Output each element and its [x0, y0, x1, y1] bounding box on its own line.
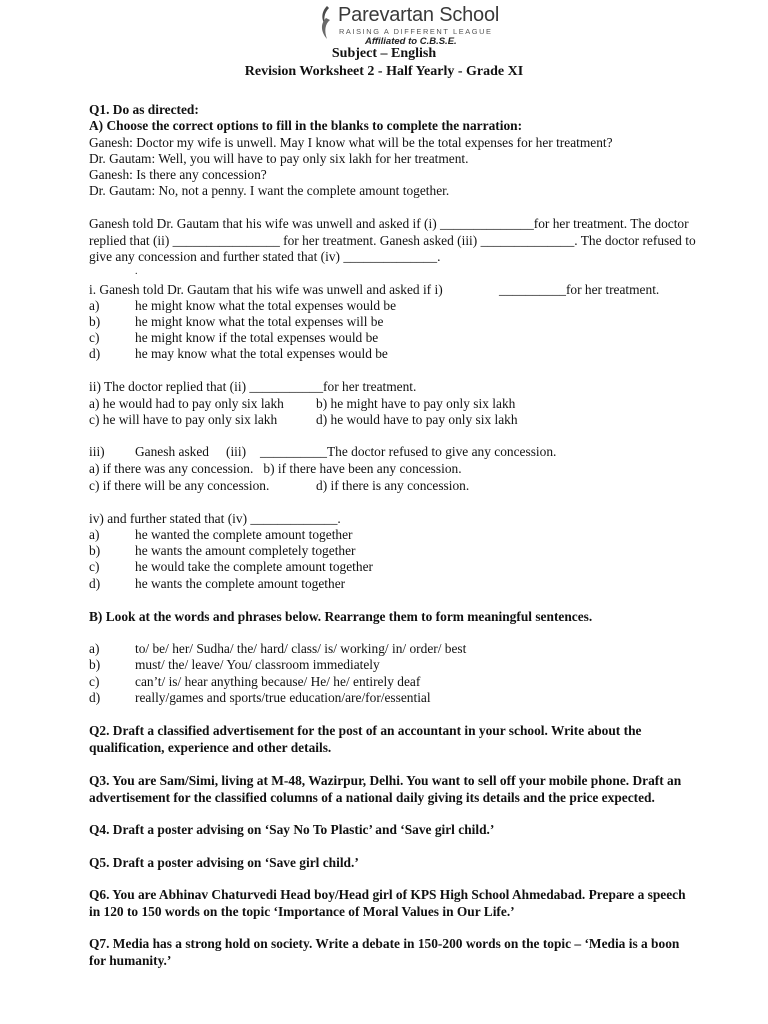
q2-text: qualification, experience and other details.: [89, 740, 332, 755]
dialogue-line: Ganesh: Doctor my wife is unwell. May I know what will be the total expenses for her treatment?: [89, 135, 613, 150]
sub-question-4: iv) and further stated that (iv) _____________.: [89, 511, 341, 526]
item-letter: c): [89, 674, 100, 689]
option-text: he might know if the total expenses would be: [135, 330, 379, 345]
option: [89, 298, 396, 314]
rearrange-item: [89, 641, 466, 657]
school-tagline: RAISING A DIFFERENT LEAGUE: [339, 27, 493, 36]
sub-question-1-blank: __________for her treatment.: [499, 282, 660, 297]
rearrange-item: [89, 674, 420, 690]
dialogue-line: Dr. Gautam: Well, you will have to pay only six lakh for her treatment.: [89, 151, 469, 166]
option-text: he wants the complete amount together: [135, 576, 346, 591]
q5-text: Q5. Draft a poster advising on ‘Save girl child.’: [89, 855, 359, 870]
option: b) he might have to pay only six lakh: [316, 396, 516, 411]
option-text: he wants the amount completely together: [135, 543, 356, 558]
option: [89, 314, 383, 330]
item-text: must/ the/ leave/ You/ classroom immediately: [135, 657, 380, 672]
q1-part-a-heading: A) Choose the correct options to fill in the blanks to complete the narration:: [89, 118, 523, 133]
sub-question-3-num2: (iii): [226, 444, 247, 459]
option: [89, 346, 388, 362]
option: [89, 576, 345, 592]
item-text: can’t/ is/ hear anything because/ He/ he/ entirely deaf: [135, 674, 421, 689]
option: d) he would have to pay only six lakh: [316, 412, 518, 427]
q1-part-b-heading: B) Look at the words and phrases below. Rearrange them to form meaningful sentences.: [89, 609, 593, 624]
item-letter: d): [89, 690, 101, 705]
option-text: he would take the complete amount together: [135, 559, 373, 574]
option: [89, 559, 373, 575]
option-letter: b): [89, 314, 101, 329]
option: c) he will have to pay only six lakh: [89, 412, 278, 427]
dialogue-line: Ganesh: Is there any concession?: [89, 167, 267, 182]
q7-text: for humanity.’: [89, 953, 172, 968]
rearrange-item: [89, 657, 380, 673]
option-text: he might know what the total expenses would be: [135, 298, 397, 313]
option-text: he wanted the complete amount together: [135, 527, 353, 542]
option-letter: d): [89, 346, 101, 361]
option-text: he may know what the total expenses would be: [135, 346, 388, 361]
sub-question-3-blank: __________The doctor refused to give any concession.: [260, 444, 557, 459]
sub-question-2: ii) The doctor replied that (ii) ___________for her treatment.: [89, 379, 417, 394]
q6-text: Q6. You are Abhinav Chaturvedi Head boy/Head girl of KPS High School Ahmedabad. Prepare a speech: [89, 887, 686, 902]
q7-text: Q7. Media has a strong hold on society. Write a debate in 150-200 words on the topic – ‘Media is a boon: [89, 936, 680, 951]
worksheet-title: Revision Worksheet 2 - Half Yearly - Grade XI: [244, 64, 524, 79]
narration-line: give any concession and further stated that (iv) ______________.: [89, 249, 441, 264]
option: c) if there will be any concession.: [89, 478, 270, 493]
subject-title: Subject – English: [331, 46, 437, 61]
narration-line: replied that (ii) ________________ for her treatment. Ganesh asked (iii) ______________. The doctor refused to: [89, 233, 696, 248]
rearrange-item: [89, 690, 431, 706]
item-text: to/ be/ her/ Sudha/ the/ hard/ class/ is/ working/ in/ order/ best: [135, 641, 467, 656]
sub-question-3-num: iii): [89, 444, 105, 459]
option-letter: d): [89, 576, 101, 591]
option-letter: a): [89, 298, 100, 313]
item-letter: b): [89, 657, 101, 672]
dialogue-line: Dr. Gautam: No, not a penny. I want the complete amount together.: [89, 183, 450, 198]
sub-question-3-text: Ganesh asked: [135, 444, 209, 459]
option: d) if there is any concession.: [316, 478, 470, 493]
option-text: he might know what the total expenses will be: [135, 314, 384, 329]
option-letter: c): [89, 330, 100, 345]
stray-dot: .: [135, 266, 138, 277]
option: [89, 527, 353, 543]
q3-text: advertisement for the classified columns of a national daily giving its details and the price expected.: [89, 790, 655, 805]
narration-line: Ganesh told Dr. Gautam that his wife was unwell and asked if (i) ______________for her treatment. The doctor: [89, 216, 689, 231]
item-letter: a): [89, 641, 100, 656]
item-text: really/games and sports/true education/are/for/essential: [135, 690, 431, 705]
q3-text: Q3. You are Sam/Simi, living at M-48, Wazirpur, Delhi. You want to sell off your mobile phone. Draft an: [89, 773, 682, 788]
school-name: Parevartan School: [338, 4, 500, 26]
logo-emblem-icon: [318, 4, 336, 42]
option: [89, 543, 356, 559]
affiliation: Affiliated to C.B.S.E.: [365, 36, 457, 47]
sub-question-1-text: i. Ganesh told Dr. Gautam that his wife was unwell and asked if i): [89, 282, 443, 297]
option: a) if there was any concession. b) if there have been any concession.: [89, 461, 462, 476]
option-letter: c): [89, 559, 100, 574]
q2-text: Q2. Draft a classified advertisement for the post of an accountant in your school. Write about the: [89, 723, 642, 738]
option-letter: a): [89, 527, 100, 542]
q6-text: in 120 to 150 words on the topic ‘Importance of Moral Values in Our Life.’: [89, 904, 515, 919]
option-letter: b): [89, 543, 101, 558]
option: [89, 330, 378, 346]
q1-heading: Q1. Do as directed:: [89, 102, 199, 117]
sub-question-1: [89, 282, 443, 298]
q4-text: Q4. Draft a poster advising on ‘Say No To Plastic’ and ‘Save girl child.’: [89, 822, 495, 837]
option: a) he would had to pay only six lakh: [89, 396, 284, 411]
